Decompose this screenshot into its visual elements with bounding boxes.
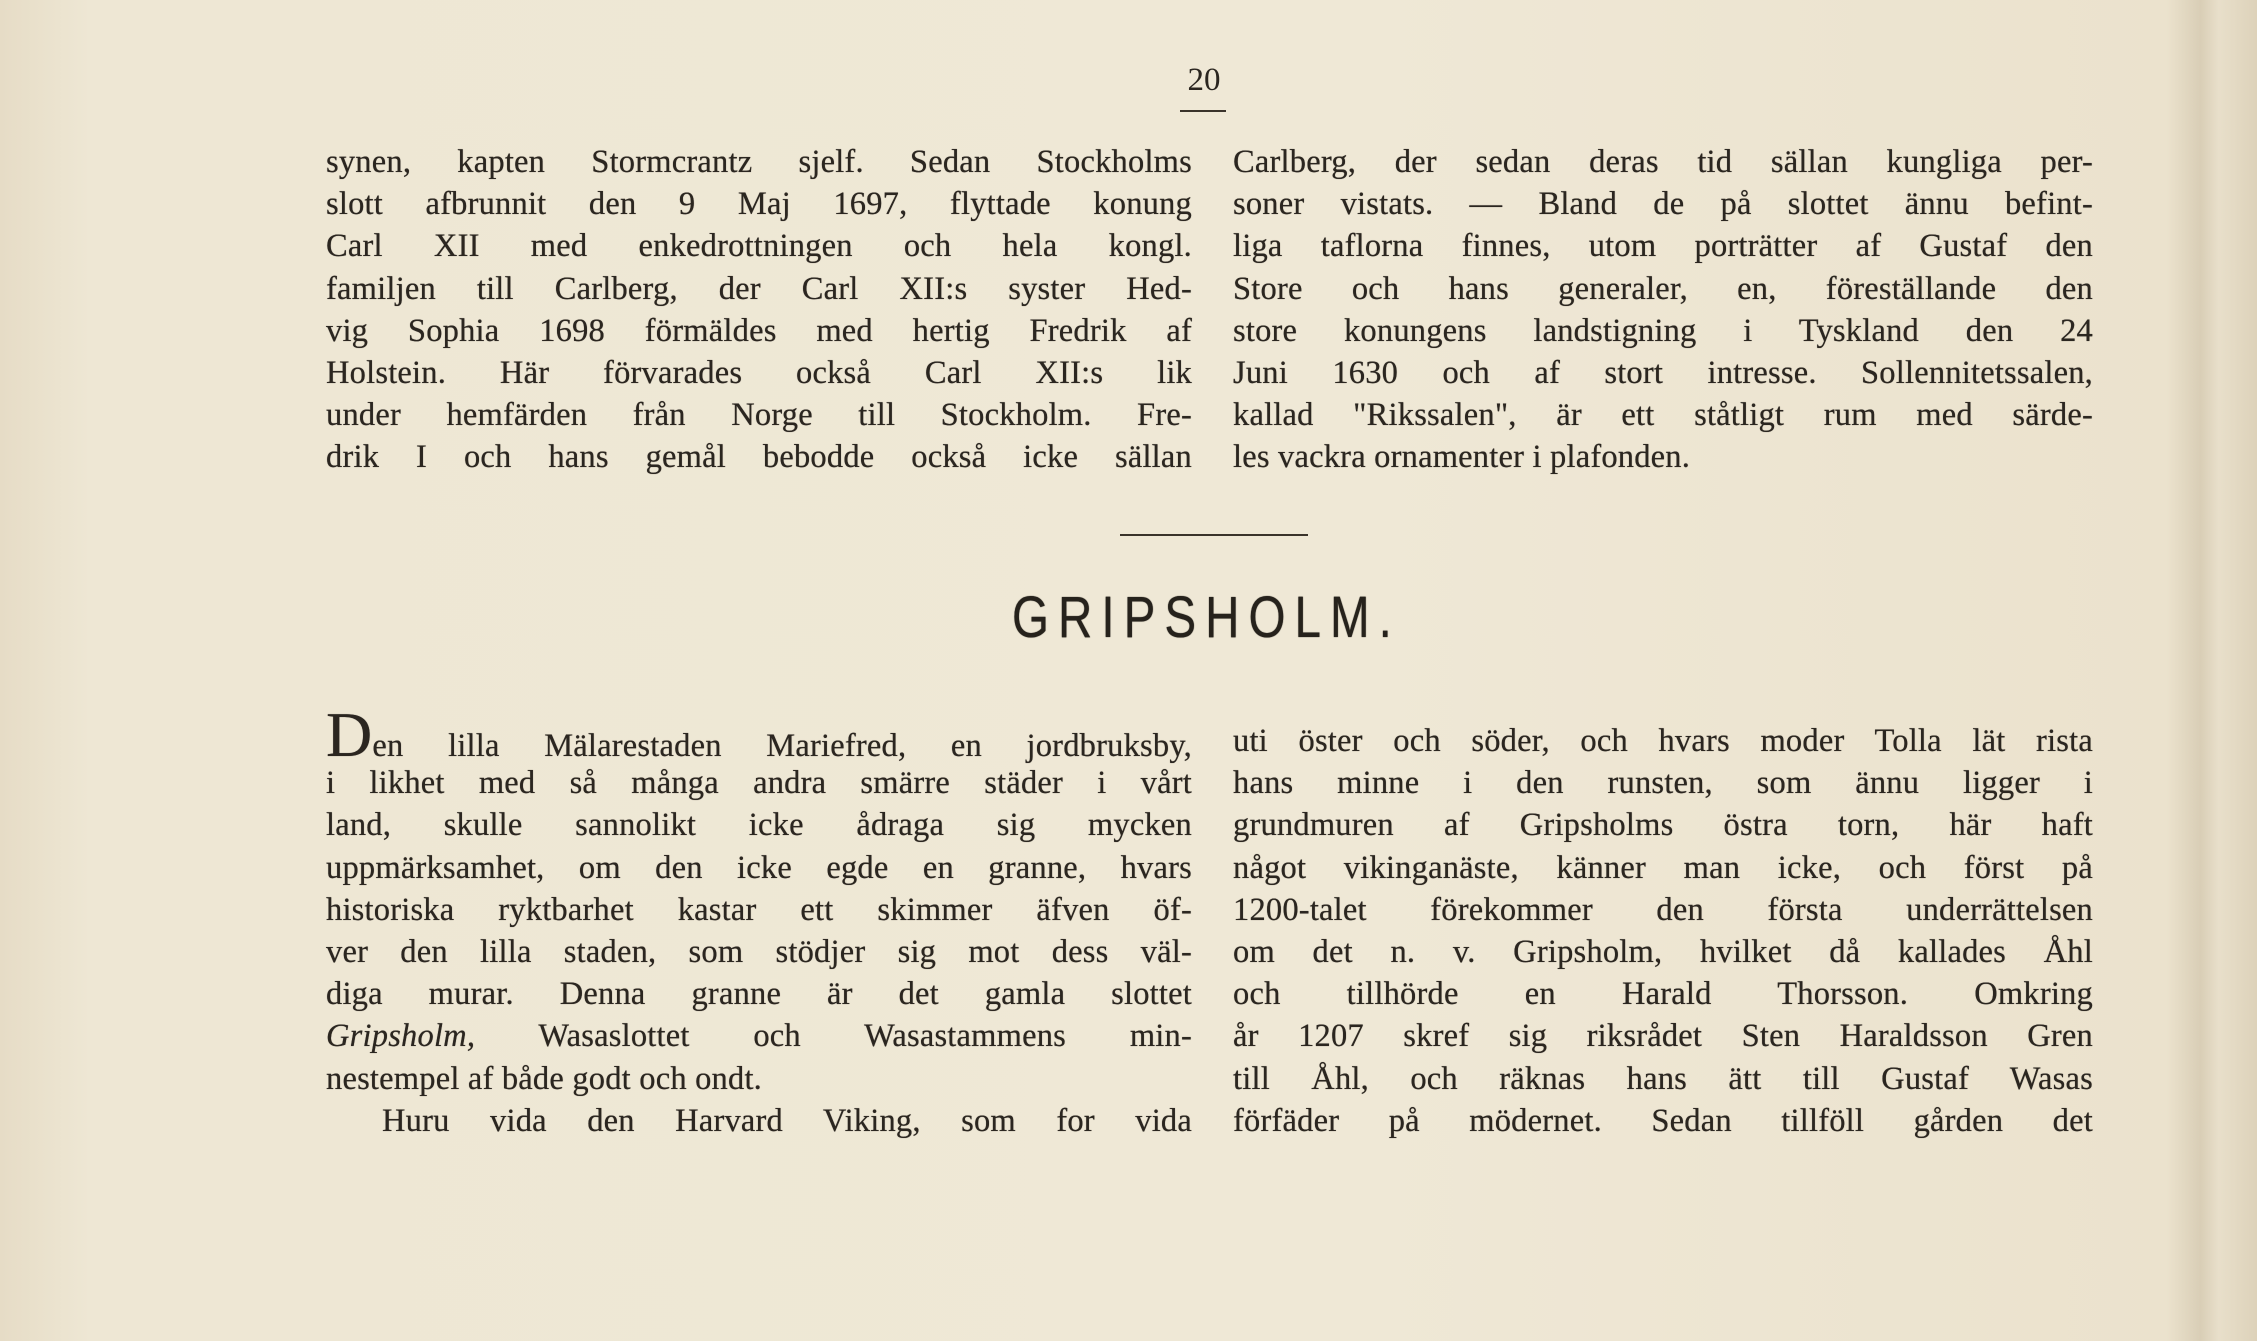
line-text: och tillhörde en Harald Thorsson. Omkring: [1233, 976, 2093, 1013]
text-line: [1233, 436, 2093, 478]
line-text: år 1207 skref sig riksrådet Sten Haraldsson Gren: [1233, 1018, 2093, 1055]
line-text: familjen till Carlberg, der Carl XII:s syster Hed-: [326, 270, 1192, 307]
text-line: [1233, 394, 2093, 436]
line-text: land, skulle sannolikt icke ådraga sig mycken: [326, 807, 1192, 844]
text-line: [326, 889, 1192, 931]
line-text: en lilla Mälarestaden Mariefred, en jordbruksby,: [372, 728, 1192, 764]
text-line: [326, 699, 1192, 770]
italic-text: Gripsholm,: [326, 1018, 476, 1055]
text-line: [326, 847, 1192, 889]
text-line: [326, 762, 1192, 804]
top-right-column: [1233, 141, 2093, 479]
text-line: [1233, 1100, 2093, 1142]
text-line: [326, 225, 1192, 267]
top-left-column: [326, 141, 1192, 479]
line-text: i likhet med så många andra smärre städer i vårt: [326, 765, 1192, 802]
bottom-right-column: [1233, 720, 2093, 1142]
text-line: [1233, 804, 2093, 846]
line-text: något vikinganäste, känner man icke, och först på: [1233, 849, 2093, 886]
line-text: les vackra ornamenter i plafonden.: [1233, 439, 1691, 476]
drop-cap: D: [326, 699, 373, 770]
line-text: Juni 1630 och af stort intresse. Sollennitetssalen,: [1233, 354, 2093, 391]
text-line: [1233, 1058, 2093, 1100]
line-text: nestempel af både godt och ondt.: [326, 1060, 762, 1097]
line-text: diga murar. Denna granne är det gamla slottet: [326, 976, 1192, 1013]
text-line: [326, 973, 1192, 1015]
text-line: [326, 1015, 1192, 1057]
text-line: [1233, 1015, 2093, 1057]
section-divider: [1120, 534, 1308, 536]
line-text: om det n. v. Gripsholm, hvilket då kallades Åhl: [1233, 933, 2093, 970]
line-text: synen, kapten Stormcrantz sjelf. Sedan Stockholms: [326, 144, 1192, 180]
text-line: [326, 436, 1192, 478]
line-text: Holstein. Här förvarades också Carl XII:s lik: [326, 354, 1192, 391]
text-line: [326, 310, 1192, 352]
line-text: store konungens landstigning i Tyskland den 24: [1233, 312, 2093, 349]
text-line: [326, 1058, 1192, 1100]
line-text: historiska ryktbarhet kastar ett skimmer äfven öf-: [326, 891, 1192, 928]
line-text: Huru vida den Harvard Viking, som for vida: [382, 1102, 1192, 1139]
line-text: under hemfärden från Norge till Stockholm. Fre-: [326, 397, 1192, 434]
line-text: drik I och hans gemål bebodde också icke sällan: [326, 439, 1192, 476]
line-text: grundmuren af Gripsholms östra torn, här haft: [1233, 807, 2093, 844]
line-text: liga taflorna finnes, utom porträtter af Gustaf den: [1233, 228, 2093, 265]
line-text: slott afbrunnit den 9 Maj 1697, flyttade konung: [326, 186, 1192, 223]
line-text: uti öster och söder, och hvars moder Tolla lät rista: [1233, 723, 2093, 759]
text-line: [1233, 268, 2093, 310]
line-text: hans minne i den runsten, som ännu ligger i: [1233, 765, 2093, 802]
line-text: ver den lilla staden, som stödjer sig mot dess väl-: [326, 933, 1192, 970]
line-text: Store och hans generaler, en, föreställande den: [1233, 270, 2093, 307]
bottom-left-column: [326, 699, 1192, 1142]
section-heading: GRIPSHOLM.: [1012, 585, 1401, 650]
text-line: [1233, 183, 2093, 225]
text-line: [326, 183, 1192, 225]
text-line: [326, 141, 1192, 183]
text-line: [326, 268, 1192, 310]
text-line: [326, 352, 1192, 394]
page-number-rule: [1180, 110, 1226, 112]
line-text: uppmärksamhet, om den icke egde en granne, hvars: [326, 849, 1192, 886]
text-line: [326, 394, 1192, 436]
line-text: 1200-talet förekommer den första underrättelsen: [1233, 891, 2093, 928]
text-line: [1233, 889, 2093, 931]
text-line: [1233, 762, 2093, 804]
text-line: [326, 804, 1192, 846]
text-line: [1233, 141, 2093, 183]
line-text: Carlberg, der sedan deras tid sällan kungliga per-: [1233, 144, 2093, 180]
line-text: Carl XII med enkedrottningen och hela kongl.: [326, 228, 1192, 265]
line-text: vig Sophia 1698 förmäldes med hertig Fredrik af: [326, 312, 1192, 349]
text-line: [326, 1100, 1192, 1142]
text-line: [1233, 720, 2093, 762]
text-line: [1233, 931, 2093, 973]
page-number: 20: [1187, 62, 1221, 98]
line-text: förfäder på mödernet. Sedan tillföll gården det: [1233, 1102, 2093, 1139]
text-line: [1233, 352, 2093, 394]
text-line: [1233, 310, 2093, 352]
text-line: [1233, 225, 2093, 267]
text-line: [1233, 973, 2093, 1015]
line-text: soner vistats. — Bland de på slottet ännu befint-: [1233, 186, 2093, 223]
line-text: till Åhl, och räknas hans ätt till Gustaf Wasas: [1233, 1060, 2093, 1097]
line-text: kallad "Rikssalen", är ett ståtligt rum med särde-: [1233, 397, 2093, 434]
line-text: Wasaslottet och Wasastammens min-: [475, 1018, 1192, 1055]
text-line: [1233, 847, 2093, 889]
text-line: [326, 931, 1192, 973]
